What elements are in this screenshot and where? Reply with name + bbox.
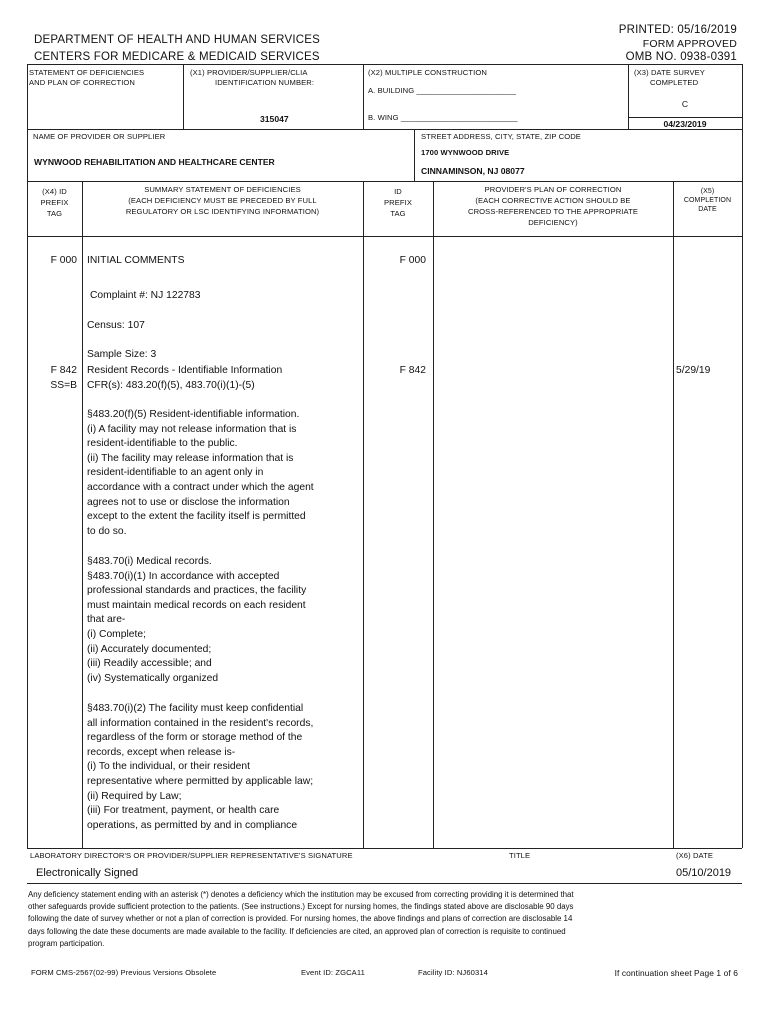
id-header-1: ID — [394, 187, 402, 196]
initial-comments-title: INITIAL COMMENTS — [87, 255, 185, 266]
rule-signature — [27, 848, 742, 849]
form-number: FORM CMS-2567(02-99) Previous Versions Obsolete — [31, 968, 217, 977]
statement-label-1: STATEMENT OF DEFICIENCIES — [29, 68, 145, 77]
rule-body-top — [27, 236, 742, 237]
address-street: 1700 WYNWOOD DRIVE — [421, 148, 510, 157]
sample-size: Sample Size: 3 — [87, 349, 157, 360]
x5-header-2: COMPLETION — [683, 197, 732, 204]
rule-x3-date — [628, 117, 742, 118]
divider-address — [414, 129, 415, 181]
id-header-2: PREFIX — [383, 198, 413, 207]
page-number: If continuation sheet Page 1 of 6 — [614, 968, 738, 978]
statement-label-2: AND PLAN OF CORRECTION — [29, 78, 135, 87]
scope-severity: SS=B — [50, 380, 77, 391]
summary-header-3: REGULATORY OR LSC IDENTIFYING INFORMATION) — [125, 207, 320, 216]
address-city: CINNAMINSON, NJ 08077 — [421, 166, 525, 176]
prefix-tag-f000: F 000 — [50, 255, 77, 266]
omb-number: OMB NO. 0938-0391 — [625, 51, 737, 63]
survey-completed-date: 04/23/2019 — [663, 119, 707, 129]
plan-header-4: DEFICIENCY) — [528, 218, 578, 227]
rule-signature-bottom — [27, 883, 742, 884]
divider-col-id — [433, 181, 434, 848]
census: Census: 107 — [87, 320, 145, 331]
date-label: (X6) DATE — [676, 851, 714, 860]
regulation-paragraph-3: §483.70(i)(2) The facility must keep confidential all information contained in the resident's records, regardless of the form or storage method of the records, except when release is- (i) To the individual, or their resident representative where permitted by applicable law; (ii) Required by Law; (iii) For treatment, payment, or health care operations, as permitted by and in compliance — [87, 703, 314, 831]
disclaimer-text: Any deficiency statement ending with an asterisk (*) denotes a deficiency which the institution may be excused from correcting providing it is determined that other safeguards provide sufficient protection to the patients. (See instructions.) Except for nursing homes, the findings stated above are disclosable 90 days following the date of survey whether or not a plan of correction is provided. For nursing homes, the above findings and plans of correction are disclosable 14 days following the date these documents are made available to the facility. If deficiencies are cited, an approved plan of correction is requisite to continued program participation. — [28, 890, 574, 948]
signature-date: 05/10/2019 — [676, 867, 732, 879]
department-name: DEPARTMENT OF HEALTH AND HUMAN SERVICES — [34, 34, 320, 46]
x3-label-2: COMPLETED — [650, 78, 699, 87]
facility-id: Facility ID: NJ60314 — [418, 968, 488, 977]
divider-col-plan — [673, 181, 674, 848]
building-label: A. BUILDING _______________________ — [368, 86, 516, 95]
plan-header-1: PROVIDER'S PLAN OF CORRECTION — [484, 185, 622, 194]
complaint-number: Complaint #: NJ 122783 — [90, 290, 201, 301]
id-tag-f000: F 000 — [399, 255, 426, 266]
survey-code: C — [681, 99, 689, 109]
summary-header-2: (EACH DEFICIENCY MUST BE PRECEDED BY FULL — [128, 196, 317, 205]
divider-col-prefix — [82, 181, 83, 848]
x1-label: (X1) PROVIDER/SUPPLIER/CLIA — [190, 68, 308, 77]
plan-header-3: CROSS-REFERENCED TO THE APPROPRIATE — [467, 207, 639, 216]
x3-label: (X3) DATE SURVEY — [634, 68, 705, 77]
rule-top — [27, 64, 742, 65]
id-tag-f842: F 842 — [399, 365, 426, 376]
printed-date: PRINTED: 05/16/2019 — [618, 24, 737, 36]
title-label: TITLE — [509, 851, 531, 860]
signature-label: LABORATORY DIRECTOR'S OR PROVIDER/SUPPLIER REPRESENTATIVE'S SIGNATURE — [30, 851, 353, 860]
deficiency-title: Resident Records - Identifiable Information — [87, 365, 283, 376]
regulation-paragraph-1: §483.20(f)(5) Resident-identifiable information. (i) A facility may not release information that is resident-identifiable to the public. (ii) The facility may release information that is resident-identifiable to an agent only in accordance with a contract under which the agent agrees not to use or disclose the information except to the extent the facility itself is permitted to do so. — [87, 409, 314, 537]
x5-header-1: (X5) — [700, 188, 715, 195]
x1-label-2: IDENTIFICATION NUMBER: — [215, 78, 315, 87]
plan-header-2: (EACH CORRECTIVE ACTION SHOULD BE — [475, 196, 631, 205]
address-label: STREET ADDRESS, CITY, STATE, ZIP CODE — [421, 132, 581, 141]
x4-header-2: PREFIX — [40, 198, 69, 207]
id-header-3: TAG — [390, 209, 406, 218]
x4-header-3: TAG — [46, 209, 63, 218]
summary-header-1: SUMMARY STATEMENT OF DEFICIENCIES — [144, 185, 301, 194]
cfr-reference: CFR(s): 483.20(f)(5), 483.70(i)(1)-(5) — [87, 380, 255, 391]
agency-name: CENTERS FOR MEDICARE & MEDICAID SERVICES — [34, 51, 320, 63]
provider-id-number: 315047 — [260, 114, 289, 124]
divider-x1 — [183, 64, 184, 129]
x5-header-3: DATE — [698, 206, 717, 213]
wing-label: B. WING ___________________________ — [368, 113, 518, 122]
form-approved: FORM APPROVED — [642, 38, 737, 50]
prefix-tag-f842: F 842 — [50, 365, 77, 376]
provider-name: WYNWOOD REHABILITATION AND HEALTHCARE CENTER — [34, 157, 275, 167]
border-left — [27, 64, 28, 848]
provider-name-label: NAME OF PROVIDER OR SUPPLIER — [33, 132, 166, 141]
completion-date: 5/29/19 — [676, 365, 711, 376]
divider-col-summary — [363, 181, 364, 848]
rule-colheaders — [27, 181, 742, 182]
regulation-paragraph-2: §483.70(i) Medical records. §483.70(i)(1) In accordance with accepted professional standards and practices, the facility must maintain medical records on each resident that are- (i) Complete; (ii) Accurately documented; (iii) Readily accessible; and (iv) Systematically organized — [87, 556, 307, 684]
border-right — [742, 64, 743, 848]
x2-label: (X2) MULTIPLE CONSTRUCTION — [368, 68, 487, 77]
x4-header-1: (X4) ID — [42, 187, 67, 196]
event-id: Event ID: ZGCA11 — [301, 968, 365, 977]
signature-value: Electronically Signed — [36, 867, 139, 879]
divider-x2 — [363, 64, 364, 129]
